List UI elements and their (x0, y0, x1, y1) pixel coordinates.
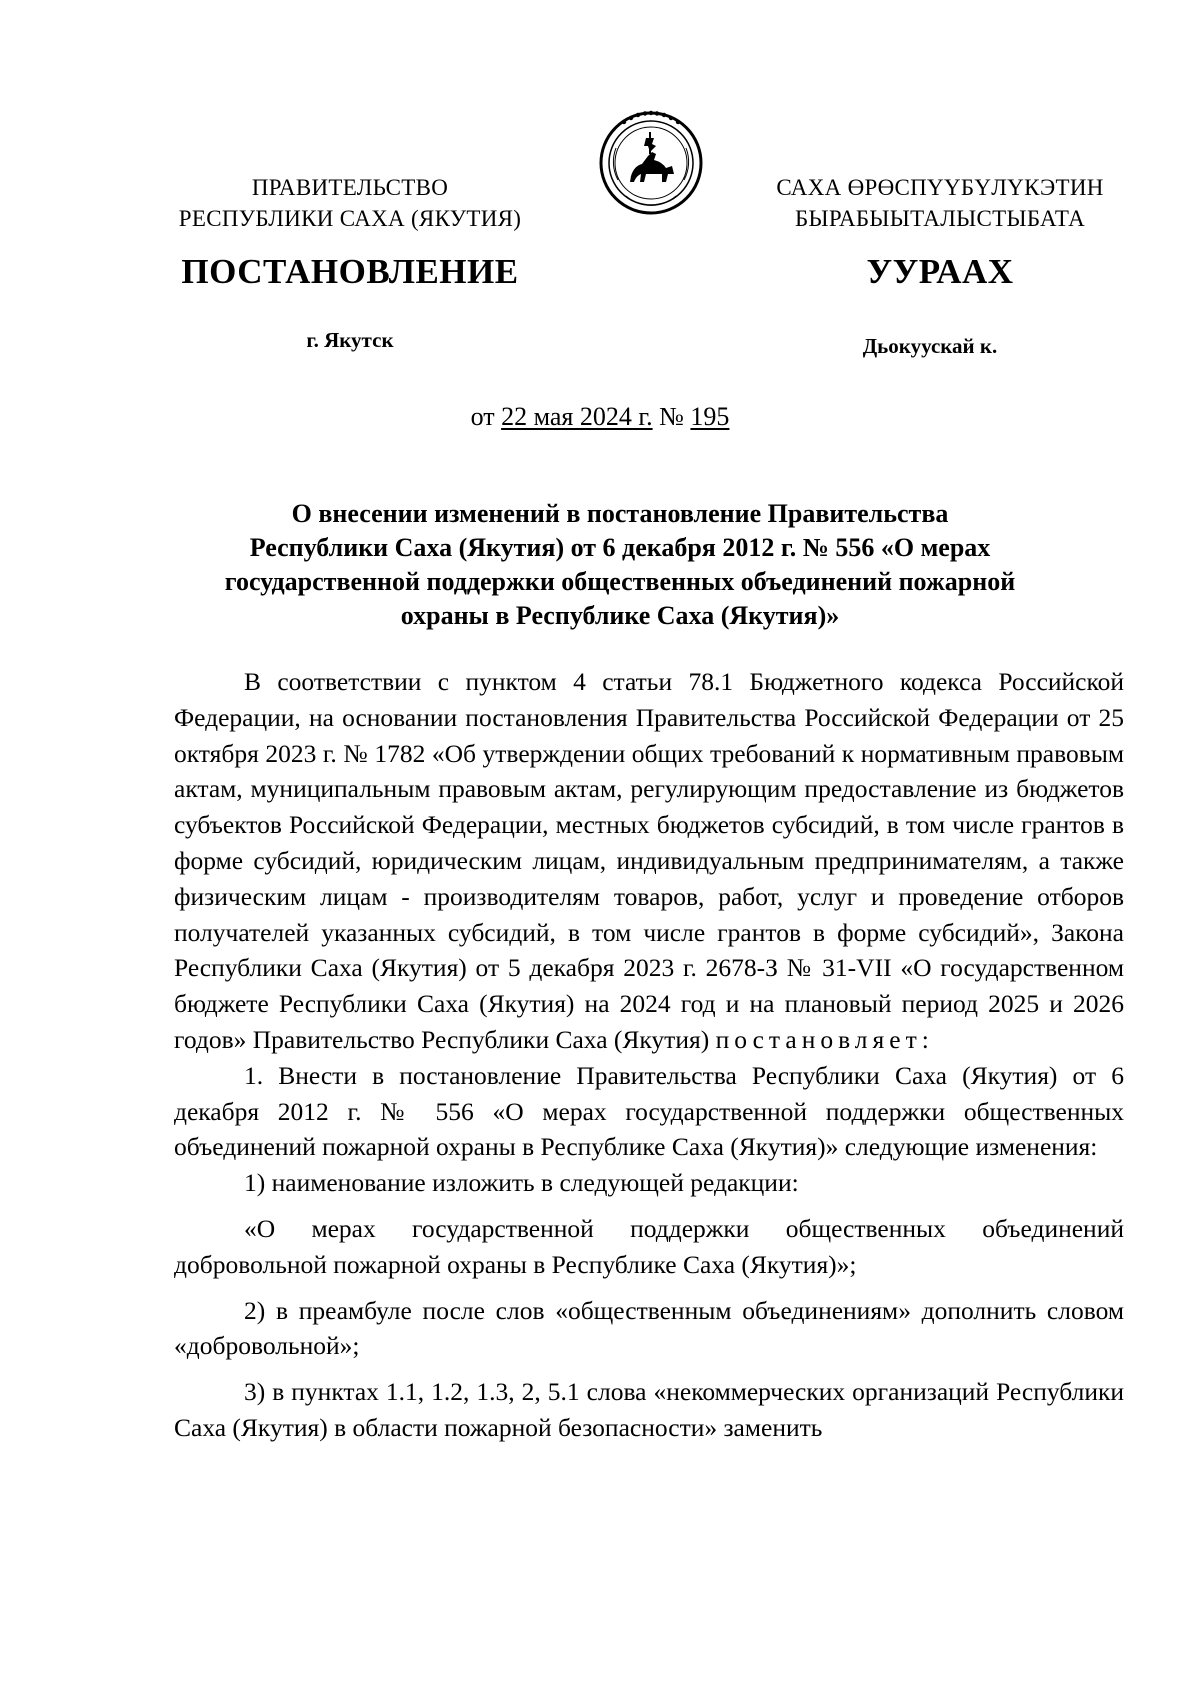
issuer-sakha (740, 172, 1140, 234)
issuer-ru-line2: РЕСПУБЛИКИ САХА (ЯКУТИЯ) (178, 206, 522, 231)
document-title (180, 497, 1060, 633)
document-body (174, 664, 1124, 1446)
date-prefix: от (470, 402, 502, 431)
paragraph-new-title: «О мерах государственной поддержки общественных объединений добровольной пожарной охраны в Республике Саха (Якутия)»; (174, 1213, 1124, 1279)
issuer-ru (140, 172, 560, 234)
number-prefix: № (652, 402, 691, 431)
paragraph-subitem-1: 1) наименование изложить в следующей редакции: (244, 1168, 799, 1198)
document-number: 195 (690, 402, 730, 431)
preamble-text: В соответствии с пунктом 4 статьи 78.1 Бюджетного кодекса Российской Федерации, на основании постановления Правительства Российской Федерации от 25 октября 2023 г. № 1782 «Об утверждении общих требований к нормативным правовым актам, муниципальным правовым актам, регулирующим предоставление из бюджетов субъектов Российской Федерации, местных бюджетов субсидий, в том числе грантов в форме субсидий, юридическим лицам, индивидуальным предпринимателям, а также физическим лицам - производителям товаров, работ, услуг и проведение отборов получателей указанных субсидий, в том числе грантов в форме субсидий», Закона Республики Саха (Якутия) от 5 декабря 2023 г. 2678-З № 31-VII «О государственном бюджете Республики Саха (Якутия) на 2024 год и на плановый период 2025 и 2026 годов» Правительство Республики Саха (Якутия) (174, 667, 1124, 1054)
city-ru: г. Якутск (306, 328, 394, 352)
title-line-3: государственной поддержки общественных объединений пожарной (224, 567, 1016, 596)
city-sakha: Дьокуускай к. (862, 334, 998, 358)
doc-type-ru: ПОСТАНОВЛЕНИЕ (181, 252, 519, 291)
issuer-ru-line1: ПРАВИТЕЛЬСТВО (251, 175, 449, 200)
issuer-sakha-line1: САХА ӨРӨСПҮҮБҮЛҮКЭТИН (776, 175, 1104, 200)
title-line-4: охраны в Республике Саха (Якутия)» (400, 601, 840, 630)
document-date: 22 мая 2024 г. (501, 402, 653, 431)
title-line-1: О внесении изменений в постановление Правительства (291, 499, 949, 528)
doc-type-sakha: УУРААХ (866, 252, 1014, 291)
issuer-sakha-line2: БЫРАБЫЫТАЛЫСТЫБАТА (794, 206, 1086, 231)
paragraph-subitem-2: 2) в преамбуле после слов «общественным объединениям» дополнить словом «добровольной»; (174, 1295, 1124, 1361)
sakha-coat-of-arms-icon (596, 108, 706, 218)
preamble-verb: постановляет: (715, 1024, 934, 1054)
title-line-2: Республики Саха (Якутия) от 6 декабря 2012 г. № 556 «О мерах (249, 533, 991, 562)
paragraph-subitem-3: 3) в пунктах 1.1, 1.2, 1.3, 2, 5.1 слова «некоммерческих организаций Республики Саха (Якутия) в области пожарной безопасности» заменить (174, 1377, 1124, 1442)
paragraph-preamble (174, 664, 1124, 1058)
date-number-line (0, 402, 1200, 432)
paragraph-item-1: 1. Внести в постановление Правительства Республики Саха (Якутия) от 6 декабря 2012 г. № 556 «О мерах государственной поддержки общественных объединений пожарной охраны в Республике Саха (Якутия)» следующие изменения: (174, 1060, 1124, 1162)
